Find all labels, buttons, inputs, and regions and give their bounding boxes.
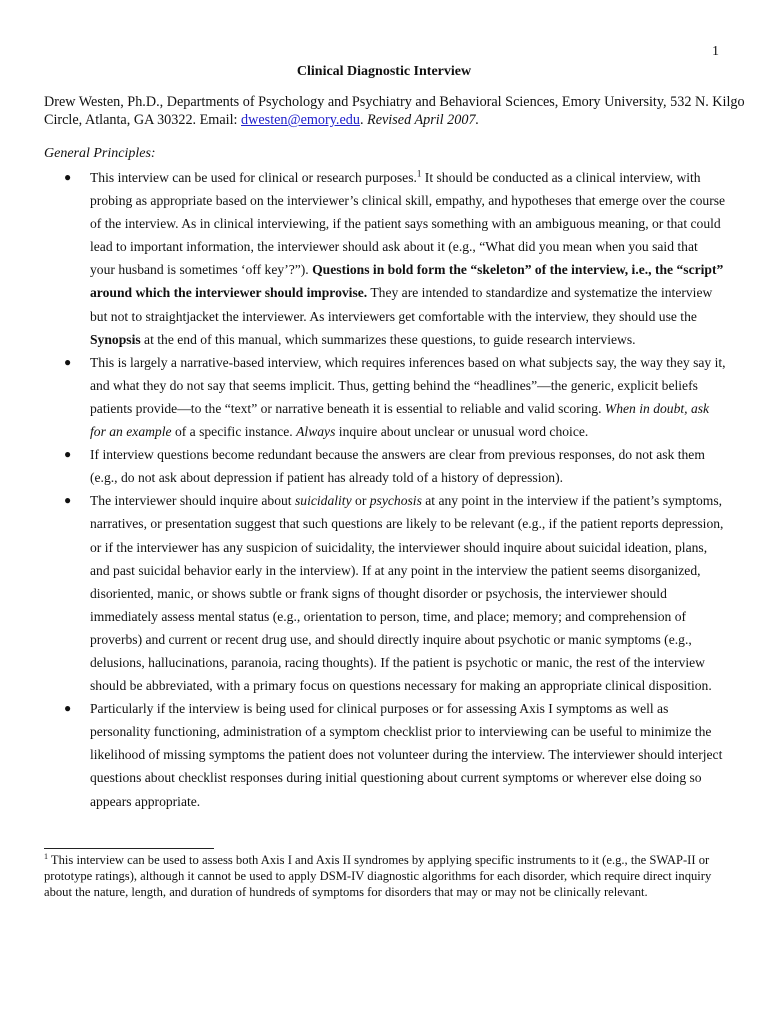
item-italic-text: When in doubt, ask for an example xyxy=(90,400,710,440)
item-italic-text: psychosis xyxy=(369,493,422,509)
list-item xyxy=(44,697,726,812)
list-item xyxy=(44,443,726,489)
section-heading: General Principles: xyxy=(44,146,156,161)
list-item xyxy=(44,351,726,443)
document-title: Clinical Diagnostic Interview xyxy=(296,64,472,79)
bullet-icon: ● xyxy=(64,701,72,716)
footnote xyxy=(44,852,728,900)
item-text: If interview questions become redundant because the answers are clear from previous responses, do not ask them (e.g., do not ask about depression if patient has already told of a history of depression). xyxy=(90,447,705,486)
item-text: at any point in the interview if the patient’s symptoms, narratives, or presentation suggest that such questions are likely to be relevant (e.g., if the patient reports depression, or if the interviewer has any suspicion of suicidality, the interviewer should inquire about suicidal ideation, plans, and past suicidal behavior early in the interview). If at any point in the interview the patient seems disorganized, disoriented, manic, or shows subtle or frank signs of thought disorder or psychosis, the interviewer should immediately assess mental status (e.g., orientation to person, time, and place; memory; and comprehension of proverbs) and current or recent drug use, and should directly inquire about psychotic or manic symptoms (e.g., delusions, hallucinations, paranoia, racing thoughts). If the patient is psychotic or manic, the rest of the interview should be abbreviated, with a primary focus on questions necessary for making an appropriate clinical disposition. xyxy=(90,493,724,694)
footnote-separator xyxy=(44,848,214,849)
item-text: It should be conducted as a clinical interview, with probing as appropriate based on the interviewer’s clinical skill, empathy, and hypotheses that emerge over the course of the interview. As in clinical interviewing, if the patient says something with an ambiguous meaning, or that could lead to important information, the interviewer should ask about it (e.g., “What did you mean when you said that your husband is sometimes ‘off key’?”). xyxy=(90,170,726,278)
bullet-icon: ● xyxy=(64,170,72,184)
author-line: Drew Westen, Ph.D., Departments of Psychology and Psychiatry and Behavioral Sciences, Emory University, 532 N. Kilgo Circle, Atlanta, GA 30322. Email: xyxy=(44,94,745,128)
item-text: The interviewer should inquire about xyxy=(90,493,295,509)
item-bold-text: Questions in bold form the “skeleton” of the interview, i.e., the “script” around which the interviewer should improvise. xyxy=(90,262,724,301)
list-item xyxy=(44,166,726,351)
item-text: This interview can be used for clinical or research purposes. xyxy=(90,170,417,185)
author-separator: . xyxy=(359,112,368,128)
principles-list xyxy=(44,166,726,813)
list-item xyxy=(44,489,726,697)
item-text: or xyxy=(351,493,370,509)
item-bold-text: Synopsis xyxy=(90,331,141,347)
bullet-icon: ● xyxy=(64,354,72,369)
email-link[interactable]: dwesten@emory.edu xyxy=(241,112,360,128)
revision-date: Revised April 2007. xyxy=(367,112,480,128)
item-text: This is largely a narrative-based interview, which requires inferences based on what subjects say, the way they say it, and what they do not say that seems implicit. Thus, getting behind the “headlines”—the generic, explicit beliefs patients provide—to the “text” or narrative beneath it is essential to reliable and valid scoring. xyxy=(90,354,726,416)
author-info xyxy=(44,93,750,129)
item-italic-text: Always xyxy=(296,424,336,440)
footnote-marker: 1 xyxy=(44,851,48,861)
bullet-icon: ● xyxy=(64,447,72,462)
item-text: of a specific instance. xyxy=(171,424,297,440)
footnote-reference[interactable]: 1 xyxy=(416,168,422,179)
page-number: 1 xyxy=(712,44,719,59)
item-text: They are intended to standardize and systematize the interview but not to straightjacket the interviewer. As interviewers get comfortable with the interview, they should use the xyxy=(90,285,713,324)
item-text: inquire about unclear or unusual word choice. xyxy=(335,424,589,440)
item-italic-text: suicidality xyxy=(294,493,352,509)
footnote-text: This interview can be used to assess both Axis I and Axis II syndromes by applying specific instruments to it (e.g., the SWAP-II or prototype ratings), although it cannot be used to apply DSM-IV diagnostic algorithms for each disorder, which require direct inquiry about the nature, length, and duration of hundreds of symptoms for disorders that may or may not be clinically relevant. xyxy=(44,853,712,899)
item-text: at the end of this manual, which summarizes these questions, to guide research interviews. xyxy=(140,331,636,347)
bullet-icon: ● xyxy=(64,493,72,508)
item-text: Particularly if the interview is being used for clinical purposes or for assessing Axis I symptoms as well as personality functioning, administration of a symptom checklist prior to interviewing can be useful to minimize the likelihood of missing symptoms the patient does not volunteer during the interview. The interviewer should interject questions about checklist responses during initial questioning about current symptoms or wherever else doing so appears appropriate. xyxy=(90,701,723,809)
